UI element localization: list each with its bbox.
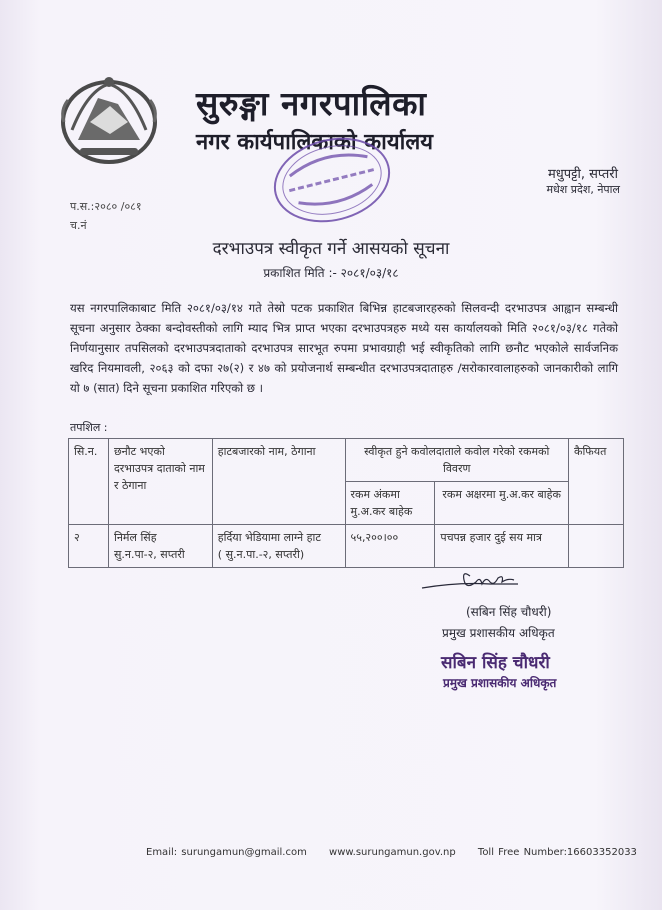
office-seal-stamp [264,130,399,230]
footer-email: Email: surungamun@gmail.com [146,847,307,858]
header-amount-figures: रकम अंकमा मु.अ.कर बाहेक [345,482,435,525]
cell-amount-figures: ५५,२००।०० [345,525,435,568]
header-amount-words: रकम अक्षरमा मु.अ.कर बाहेक [435,482,569,525]
notice-body: यस नगरपालिकाबाट मिति २०८१/०३/१४ गते तेस्रो पटक प्रकाशित बिभिन्न हाटबजारहरुको सिलवन्दी दरभाउपत्र आह्वान सम्बन्धी सूचना अनुसार ठेक्का बन्दोवस्तीको लागि म्याद भित्र प्राप्त भएका दरभाउपत्रहरु मध्ये यस कार्यालयको मिति २०८१/०३/१८ गतेको निर्णयानुसार तपसिलको दरभाउपत्रदाताको दरभाउपत्र सारभूत रुपमा प्रभावग्राही भई स्वीकृतिको लागि छनौट भएकोले सार्वजनिक खरिद नियमावली, २०६३ को दफा २७(२) र ४७ को प्रयोजनार्थ सम्बन्धीत दरभाउपत्रदाताहरु /सरोकारवालाहरुको जानकारीको लागि यो ७ (सात) दिने सूचना प्रकाशित गरिएको छ । [70,301,618,395]
header-market: हाटबजारको नाम, ठेगाना [212,439,345,525]
notice-subject: दरभाउपत्र स्वीकृत गर्ने आसयको सूचना [212,239,450,259]
signatory-name: (सबिन सिंह चौधरी) [466,605,552,619]
accepted-bids-table [68,438,624,568]
letter-number: प.स.:२०८० /०८१ [70,200,142,213]
header-amount-group: स्वीकृत हुने कवोलदाताले कवोल गरेको रकमको विवरण [345,439,569,482]
handwritten-signature [418,566,538,596]
cell-remarks [569,525,624,568]
address-line-1: मधुपट्टी, सप्तरी [547,167,618,182]
address-line-2: मधेश प्रदेश, नेपाल [546,183,620,196]
market-address: ( सु.न.पा.-२, सप्तरी) [217,548,305,561]
cell-amount-words: पचपन्न हजार दुई सय मात्र [435,525,569,568]
office-name: नगर कार्यपालिकाको कार्यालय [196,130,433,155]
signatory-title: प्रमुख प्रशासकीय अधिकृत [442,626,555,640]
footer-toll-free: Toll Free Number:16603352033 [477,847,637,858]
cell-sn: २ [69,525,109,568]
footer-website: www.surungamun.gov.np [329,847,456,858]
bidder-address: सु.न.पा-२, सप्तरी [113,548,185,561]
signatory-name-stamp: सबिन सिंह चौधरी [441,653,550,673]
cell-market [212,525,345,568]
header-bidder: छनौट भएको दरभाउपत्र दाताको नाम र ठेगाना [108,439,212,525]
dispatch-number: च.नं [70,219,87,232]
cell-bidder [108,525,212,568]
market-name: हर्दिया भेडियामा लाग्ने हाट [217,531,321,544]
footer [146,847,655,858]
details-label: तपशिल : [70,421,108,434]
header-sn: सि.न. [69,439,109,525]
bidder-name: निर्मल सिंह [113,531,157,544]
nepal-emblem-icon [58,70,160,170]
municipality-name: सुरुङ्गा नगरपालिका [196,84,427,123]
table-row [69,525,624,568]
signatory-title-stamp: प्रमुख प्रशासकीय अधिकृत [443,676,557,690]
table-header-row [69,439,624,482]
header-remarks: कैफियत [569,439,624,525]
reference-block [70,197,142,235]
published-date: प्रकाशित मिति :- २०८१/०३/१८ [263,266,399,280]
